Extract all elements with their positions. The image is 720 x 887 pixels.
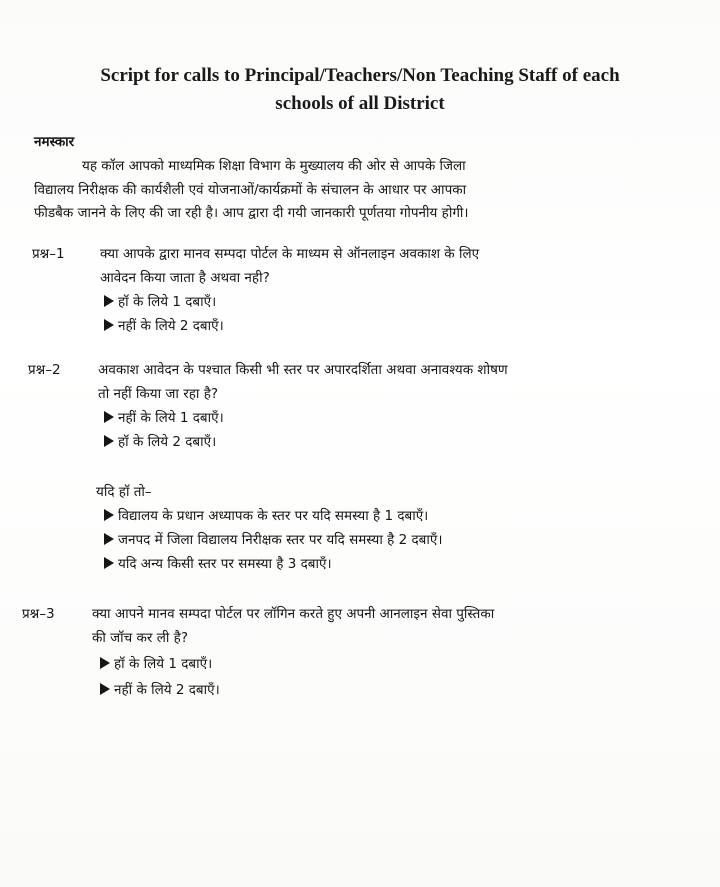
question-3-option-1: हॉ के लिये 1 दबाएँ। [100,654,212,672]
question-1-option-2: नहीं के लिये 2 दबाएँ। [104,316,224,334]
question-1-option-1: हॉ के लिये 1 दबाएँ। [104,292,216,310]
intro-line-3: फीडबैक जानने के लिए की जा रही है। आप द्वारा दी गयी जानकारी पूर्णतया गोपनीय होगी। [34,205,469,221]
arrow-bullet-icon [100,683,110,695]
question-3-label: प्रश्न–3 [22,606,55,622]
arrow-bullet-icon [100,657,110,669]
arrow-bullet-icon [104,533,114,545]
question-1-text-line-1: क्या आपके द्वारा मानव सम्पदा पोर्टल के माध्यम से ऑनलाइन अवकाश के लिए [100,246,480,262]
intro-line-2: विद्यालय निरीक्षक की कार्यशैली एवं योजनाओं/कार्यक्रमों के संचालन के आधार पर आपका [34,182,467,198]
document-title-line-1: Script for calls to Principal/Teachers/Non Teaching Staff of each [100,65,620,86]
question-2-label: प्रश्न–2 [28,362,61,378]
question-1-text-line-2: आवेदन किया जाता है अथवा नही? [100,270,270,286]
document-title-line-2: schools of all District [275,93,445,114]
question-3-text-line-1: क्या आपने मानव सम्पदा पोर्टल पर लॉगिन करते हुए अपनी आनलाइन सेवा पुस्तिका [92,606,495,622]
arrow-bullet-icon [104,435,114,447]
arrow-bullet-icon [104,411,114,423]
question-2-text-line-2: तो नहीं किया जा रहा है? [98,386,219,402]
intro-line-1: यह कॉल आपको माध्यमिक शिक्षा विभाग के मुख्यालय की ओर से आपके जिला [82,158,466,174]
question-3-option-2: नहीं के लिये 2 दबाएँ। [100,680,220,698]
question-2-followup-option-3: यदि अन्य किसी स्तर पर समस्या है 3 दबाएँ। [104,554,332,572]
arrow-bullet-icon [104,295,114,307]
arrow-bullet-icon [104,557,114,569]
arrow-bullet-icon [104,509,114,521]
question-2-followup-label: यदि हॉ तो– [96,484,152,500]
question-2-option-1: नहीं के लिये 1 दबाएँ। [104,408,224,426]
question-2-text-line-1: अवकाश आवेदन के पश्चात किसी भी स्तर पर अपारदर्शिता अथवा अनावश्यक शोषण [98,362,508,378]
question-2-followup-option-1: विद्यालय के प्रधान अध्यापक के स्तर पर यदि समस्या है 1 दबाएँ। [104,506,428,524]
arrow-bullet-icon [104,319,114,331]
question-1-label: प्रश्न–1 [32,246,65,262]
question-2-followup-option-2: जनपद में जिला विद्यालय निरीक्षक स्तर पर यदि समस्या है 2 दबाएँ। [104,530,442,548]
question-3-text-line-2: की जॉच कर ली है? [92,630,188,646]
question-2-option-2: हॉ के लिये 2 दबाएँ। [104,432,216,450]
greeting: नमस्कार [34,134,75,150]
